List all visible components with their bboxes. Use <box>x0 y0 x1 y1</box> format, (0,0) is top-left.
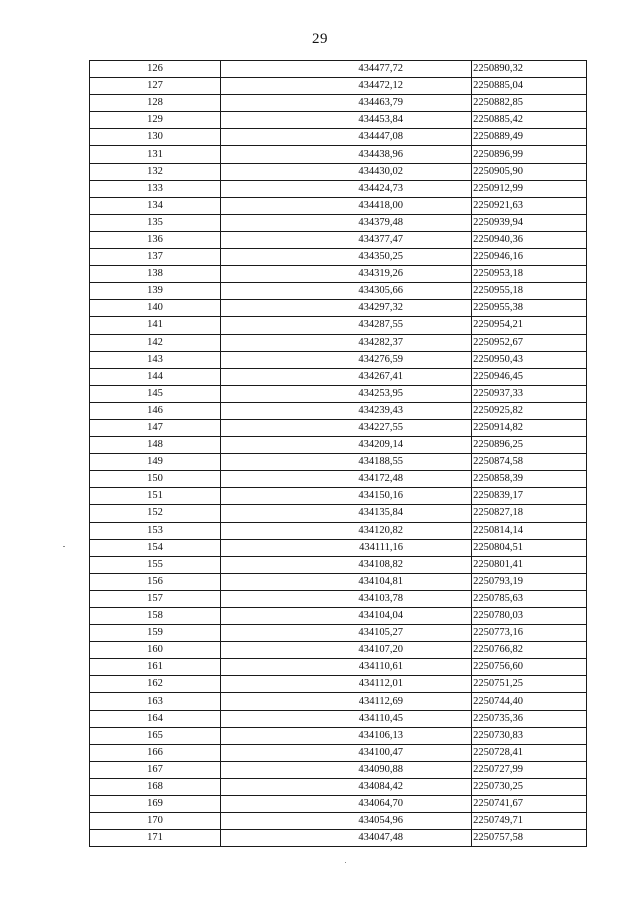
table-row <box>90 522 587 539</box>
table-row <box>90 61 587 78</box>
table-row <box>90 163 587 180</box>
table-row <box>90 608 587 625</box>
y-coordinate-cell: 2250785,63 <box>472 590 587 607</box>
y-coordinate-cell: 2250885,42 <box>472 112 587 129</box>
table-row <box>90 761 587 778</box>
table-row <box>90 471 587 488</box>
table-row <box>90 556 587 573</box>
table-row <box>90 659 587 676</box>
point-number-cell: 143 <box>90 351 221 368</box>
table-row <box>90 283 587 300</box>
y-coordinate-cell: 2250757,58 <box>472 830 587 847</box>
y-coordinate-cell: 2250955,18 <box>472 283 587 300</box>
point-number-cell: 162 <box>90 676 221 693</box>
x-coordinate-cell: 434477,72 <box>221 61 472 78</box>
table-row <box>90 214 587 231</box>
y-coordinate-cell: 2250890,32 <box>472 61 587 78</box>
y-coordinate-cell: 2250889,49 <box>472 129 587 146</box>
table-row <box>90 710 587 727</box>
x-coordinate-cell: 434110,45 <box>221 710 472 727</box>
y-coordinate-cell: 2250773,16 <box>472 625 587 642</box>
point-number-cell: 145 <box>90 385 221 402</box>
y-coordinate-cell: 2250744,40 <box>472 693 587 710</box>
table-row <box>90 744 587 761</box>
x-coordinate-cell: 434239,43 <box>221 402 472 419</box>
y-coordinate-cell: 2250896,25 <box>472 437 587 454</box>
table-row <box>90 146 587 163</box>
table-row <box>90 402 587 419</box>
y-coordinate-cell: 2250727,99 <box>472 761 587 778</box>
table-row <box>90 625 587 642</box>
point-number-cell: 157 <box>90 590 221 607</box>
point-number-cell: 138 <box>90 266 221 283</box>
point-number-cell: 166 <box>90 744 221 761</box>
x-coordinate-cell: 434105,27 <box>221 625 472 642</box>
x-coordinate-cell: 434106,13 <box>221 727 472 744</box>
point-number-cell: 126 <box>90 61 221 78</box>
table-row <box>90 505 587 522</box>
y-coordinate-cell: 2250914,82 <box>472 419 587 436</box>
x-coordinate-cell: 434110,61 <box>221 659 472 676</box>
point-number-cell: 164 <box>90 710 221 727</box>
x-coordinate-cell: 434319,26 <box>221 266 472 283</box>
x-coordinate-cell: 434276,59 <box>221 351 472 368</box>
table-row <box>90 231 587 248</box>
x-coordinate-cell: 434108,82 <box>221 556 472 573</box>
x-coordinate-cell: 434111,16 <box>221 539 472 556</box>
table-row <box>90 813 587 830</box>
y-coordinate-cell: 2250940,36 <box>472 231 587 248</box>
table-row <box>90 300 587 317</box>
x-coordinate-cell: 434305,66 <box>221 283 472 300</box>
table-row <box>90 437 587 454</box>
x-coordinate-cell: 434172,48 <box>221 471 472 488</box>
table-row <box>90 693 587 710</box>
x-coordinate-cell: 434090,88 <box>221 761 472 778</box>
y-coordinate-cell: 2250839,17 <box>472 488 587 505</box>
x-coordinate-cell: 434112,69 <box>221 693 472 710</box>
x-coordinate-cell: 434350,25 <box>221 249 472 266</box>
coordinates-table <box>89 60 587 847</box>
point-number-cell: 161 <box>90 659 221 676</box>
x-coordinate-cell: 434135,84 <box>221 505 472 522</box>
x-coordinate-cell: 434453,84 <box>221 112 472 129</box>
point-number-cell: 160 <box>90 642 221 659</box>
point-number-cell: 129 <box>90 112 221 129</box>
y-coordinate-cell: 2250939,94 <box>472 214 587 231</box>
x-coordinate-cell: 434297,32 <box>221 300 472 317</box>
y-coordinate-cell: 2250896,99 <box>472 146 587 163</box>
y-coordinate-cell: 2250801,41 <box>472 556 587 573</box>
y-coordinate-cell: 2250730,83 <box>472 727 587 744</box>
y-coordinate-cell: 2250937,33 <box>472 385 587 402</box>
table-row <box>90 368 587 385</box>
point-number-cell: 169 <box>90 796 221 813</box>
table-row <box>90 419 587 436</box>
page-number: 29 <box>312 31 328 47</box>
x-coordinate-cell: 434054,96 <box>221 813 472 830</box>
point-number-cell: 141 <box>90 317 221 334</box>
point-number-cell: 130 <box>90 129 221 146</box>
y-coordinate-cell: 2250955,38 <box>472 300 587 317</box>
point-number-cell: 154 <box>90 539 221 556</box>
y-coordinate-cell: 2250952,67 <box>472 334 587 351</box>
point-number-cell: 152 <box>90 505 221 522</box>
y-coordinate-cell: 2250751,25 <box>472 676 587 693</box>
table-row <box>90 129 587 146</box>
coordinates-table-body <box>90 61 587 847</box>
point-number-cell: 150 <box>90 471 221 488</box>
point-number-cell: 131 <box>90 146 221 163</box>
table-row <box>90 95 587 112</box>
point-number-cell: 158 <box>90 608 221 625</box>
x-coordinate-cell: 434472,12 <box>221 78 472 95</box>
point-number-cell: 159 <box>90 625 221 642</box>
point-number-cell: 134 <box>90 197 221 214</box>
x-coordinate-cell: 434438,96 <box>221 146 472 163</box>
table-row <box>90 642 587 659</box>
scan-speck <box>345 862 346 863</box>
table-row <box>90 539 587 556</box>
point-number-cell: 139 <box>90 283 221 300</box>
x-coordinate-cell: 434150,16 <box>221 488 472 505</box>
point-number-cell: 137 <box>90 249 221 266</box>
y-coordinate-cell: 2250885,04 <box>472 78 587 95</box>
point-number-cell: 170 <box>90 813 221 830</box>
x-coordinate-cell: 434424,73 <box>221 180 472 197</box>
x-coordinate-cell: 434227,55 <box>221 419 472 436</box>
table-row <box>90 454 587 471</box>
table-row <box>90 317 587 334</box>
y-coordinate-cell: 2250905,90 <box>472 163 587 180</box>
y-coordinate-cell: 2250741,67 <box>472 796 587 813</box>
table-row <box>90 488 587 505</box>
y-coordinate-cell: 2250882,85 <box>472 95 587 112</box>
x-coordinate-cell: 434104,81 <box>221 573 472 590</box>
x-coordinate-cell: 434100,47 <box>221 744 472 761</box>
y-coordinate-cell: 2250804,51 <box>472 539 587 556</box>
table-row <box>90 351 587 368</box>
x-coordinate-cell: 434084,42 <box>221 778 472 795</box>
point-number-cell: 153 <box>90 522 221 539</box>
y-coordinate-cell: 2250735,36 <box>472 710 587 727</box>
x-coordinate-cell: 434267,41 <box>221 368 472 385</box>
x-coordinate-cell: 434463,79 <box>221 95 472 112</box>
point-number-cell: 136 <box>90 231 221 248</box>
point-number-cell: 128 <box>90 95 221 112</box>
x-coordinate-cell: 434107,20 <box>221 642 472 659</box>
table-row <box>90 778 587 795</box>
point-number-cell: 163 <box>90 693 221 710</box>
y-coordinate-cell: 2250954,21 <box>472 317 587 334</box>
scan-speck <box>63 546 65 547</box>
x-coordinate-cell: 434104,04 <box>221 608 472 625</box>
x-coordinate-cell: 434112,01 <box>221 676 472 693</box>
table-row <box>90 830 587 847</box>
x-coordinate-cell: 434377,47 <box>221 231 472 248</box>
x-coordinate-cell: 434418,00 <box>221 197 472 214</box>
x-coordinate-cell: 434188,55 <box>221 454 472 471</box>
x-coordinate-cell: 434103,78 <box>221 590 472 607</box>
x-coordinate-cell: 434047,48 <box>221 830 472 847</box>
y-coordinate-cell: 2250912,99 <box>472 180 587 197</box>
point-number-cell: 149 <box>90 454 221 471</box>
y-coordinate-cell: 2250814,14 <box>472 522 587 539</box>
x-coordinate-cell: 434120,82 <box>221 522 472 539</box>
point-number-cell: 132 <box>90 163 221 180</box>
point-number-cell: 144 <box>90 368 221 385</box>
y-coordinate-cell: 2250925,82 <box>472 402 587 419</box>
point-number-cell: 127 <box>90 78 221 95</box>
x-coordinate-cell: 434064,70 <box>221 796 472 813</box>
x-coordinate-cell: 434287,55 <box>221 317 472 334</box>
point-number-cell: 140 <box>90 300 221 317</box>
point-number-cell: 156 <box>90 573 221 590</box>
y-coordinate-cell: 2250858,39 <box>472 471 587 488</box>
x-coordinate-cell: 434447,08 <box>221 129 472 146</box>
y-coordinate-cell: 2250950,43 <box>472 351 587 368</box>
y-coordinate-cell: 2250946,45 <box>472 368 587 385</box>
y-coordinate-cell: 2250756,60 <box>472 659 587 676</box>
table-row <box>90 197 587 214</box>
point-number-cell: 148 <box>90 437 221 454</box>
point-number-cell: 133 <box>90 180 221 197</box>
x-coordinate-cell: 434253,95 <box>221 385 472 402</box>
y-coordinate-cell: 2250728,41 <box>472 744 587 761</box>
table-row <box>90 590 587 607</box>
point-number-cell: 167 <box>90 761 221 778</box>
table-row <box>90 112 587 129</box>
y-coordinate-cell: 2250749,71 <box>472 813 587 830</box>
x-coordinate-cell: 434379,48 <box>221 214 472 231</box>
y-coordinate-cell: 2250730,25 <box>472 778 587 795</box>
table-row <box>90 676 587 693</box>
point-number-cell: 142 <box>90 334 221 351</box>
table-row <box>90 796 587 813</box>
y-coordinate-cell: 2250793,19 <box>472 573 587 590</box>
table-row <box>90 249 587 266</box>
y-coordinate-cell: 2250827,18 <box>472 505 587 522</box>
y-coordinate-cell: 2250780,03 <box>472 608 587 625</box>
y-coordinate-cell: 2250766,82 <box>472 642 587 659</box>
x-coordinate-cell: 434282,37 <box>221 334 472 351</box>
table-row <box>90 78 587 95</box>
point-number-cell: 147 <box>90 419 221 436</box>
point-number-cell: 135 <box>90 214 221 231</box>
point-number-cell: 168 <box>90 778 221 795</box>
table-row <box>90 180 587 197</box>
y-coordinate-cell: 2250874,58 <box>472 454 587 471</box>
point-number-cell: 151 <box>90 488 221 505</box>
y-coordinate-cell: 2250921,63 <box>472 197 587 214</box>
table-row <box>90 266 587 283</box>
point-number-cell: 146 <box>90 402 221 419</box>
table-row <box>90 573 587 590</box>
table-row <box>90 727 587 744</box>
point-number-cell: 155 <box>90 556 221 573</box>
point-number-cell: 171 <box>90 830 221 847</box>
table-row <box>90 334 587 351</box>
table-row <box>90 385 587 402</box>
x-coordinate-cell: 434209,14 <box>221 437 472 454</box>
y-coordinate-cell: 2250946,16 <box>472 249 587 266</box>
y-coordinate-cell: 2250953,18 <box>472 266 587 283</box>
point-number-cell: 165 <box>90 727 221 744</box>
x-coordinate-cell: 434430,02 <box>221 163 472 180</box>
